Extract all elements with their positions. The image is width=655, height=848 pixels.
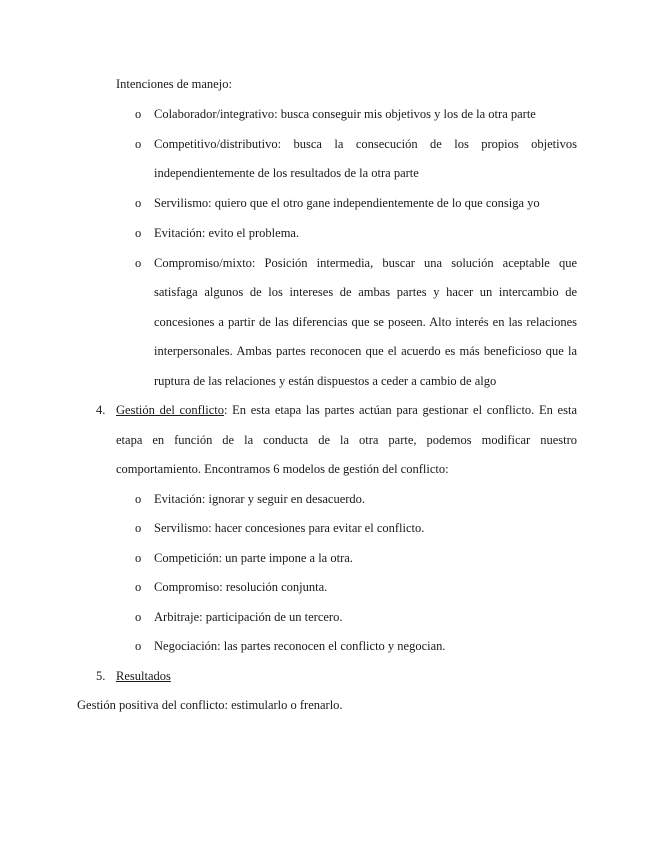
intention-compromise-line-4: interpersonales. Ambas partes reconocen que el acuerdo es más beneficioso que la [154, 344, 577, 358]
intention-compromise-line-5: ruptura de las relaciones y están dispuestos a ceder a cambio de algo [154, 374, 497, 388]
model-item: Compromiso: resolución conjunta. [154, 580, 328, 594]
bullet-marker: o [135, 226, 142, 240]
model-item: Competición: un parte impone a la otra. [154, 551, 353, 565]
intention-compromise-line-1: Compromiso/mixto: Posición intermedia, buscar una solución aceptable que [154, 256, 577, 270]
model-item: Servilismo: hacer concesiones para evitar el conflicto. [154, 521, 425, 535]
item4-heading: Gestión del conflicto [116, 403, 224, 417]
closing-line: Gestión positiva del conflicto: estimularlo o frenarlo. [77, 698, 343, 712]
intention-compromise-line-2: satisfaga algunos de los intereses de ambas partes y hacer un intercambio de [154, 285, 577, 299]
bullet-marker: o [135, 107, 142, 121]
item4-line-3: comportamiento. Encontramos 6 modelos de gestión del conflicto: [116, 462, 449, 476]
bullet-marker: o [135, 521, 142, 535]
intention-competitive-line-2: independientemente de los resultados de la otra parte [154, 166, 419, 180]
intention-collaborative: Colaborador/integrativo: busca conseguir mis objetivos y los de la otra parte [154, 107, 536, 121]
bullet-marker: o [135, 256, 142, 270]
model-item: Negociación: las partes reconocen el conflicto y negocian. [154, 639, 446, 653]
intention-servilism: Servilismo: quiero que el otro gane independientemente de lo que consiga yo [154, 196, 540, 210]
item4-line-1 [116, 402, 577, 418]
intention-compromise-line-3: concesiones a partir de las diferencias que se poseen. Alto interés en las relaciones [154, 315, 577, 329]
bullet-marker: o [135, 610, 142, 624]
list-number: 5. [96, 669, 106, 683]
item4-line-1-text: : En esta etapa las partes actúan para gestionar el conflicto. En esta [223, 403, 577, 417]
bullet-marker: o [135, 580, 142, 594]
intention-competitive-line-1: Competitivo/distributivo: busca la consecución de los propios objetivos [154, 137, 577, 151]
bullet-marker: o [135, 137, 142, 151]
item4-line-2: etapa en función de la conducta de la otra parte, podemos modificar nuestro [116, 433, 577, 447]
model-item: Arbitraje: participación de un tercero. [154, 610, 343, 624]
intro-line: Intenciones de manejo: [116, 77, 232, 91]
bullet-marker: o [135, 196, 142, 210]
intention-avoidance: Evitación: evito el problema. [154, 226, 300, 240]
model-item: Evitación: ignorar y seguir en desacuerdo. [154, 492, 366, 506]
bullet-marker: o [135, 551, 142, 565]
list-number: 4. [96, 403, 106, 417]
bullet-marker: o [135, 639, 142, 653]
item5-heading: Resultados [116, 669, 171, 683]
bullet-marker: o [135, 492, 142, 506]
